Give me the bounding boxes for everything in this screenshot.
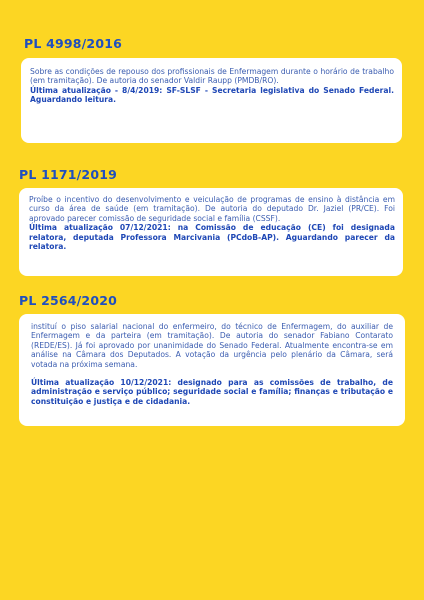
- bill-title-pl-4998-2016: PL 4998/2016: [24, 36, 123, 51]
- bill-card-pl-1171-2019: [19, 188, 403, 276]
- bill-last-update: Última atualização - 8/4/2019: SF-SLSF - Secretaria legislativa do Senado Federal. Aguardando leitura.: [30, 85, 394, 105]
- bill-description: Proíbe o incentivo do desenvolvimento e veiculação de programas de ensino à distância em curso da área de saúde (em tramitação). De autoria do deputado Dr. Jaziel (PR/CE). Foi aprovado parecer comissão de seguridade social e família (CSSF).: [29, 195, 395, 223]
- bill-last-update: Última atualização 07/12/2021: na Comissão de educação (CE) foi designada relatora, deputada Professora Marcivania (PCdoB-AP). Aguardando parecer da relatora.: [29, 223, 395, 252]
- bill-card-pl-2564-2020: [19, 314, 405, 426]
- bill-title-pl-1171-2019: PL 1171/2019: [19, 167, 118, 182]
- bill-card-pl-4998-2016: [21, 58, 402, 143]
- bill-title-pl-2564-2020: PL 2564/2020: [19, 293, 118, 308]
- bill-last-update: Última atualização 10/12/2021: designado para as comissões de trabalho, de administração e serviço público; seguridade social e família; finanças e tributação e constituição e justiça e de cidadania.: [31, 378, 393, 406]
- bill-description: instituí o piso salarial nacional do enfermeiro, do técnico de Enfermagem, do auxiliar de Enfermagem e da parteira (em tramitação). De autoria do senador Fabiano Contarato (REDE/ES). Já foi aprovado por unanimidade do Senado Federal. Atualmente encontra-se em análise na Câmara dos Deputados. A votação da urgência pelo plenário da Câmara, será votada na próxima semana.: [31, 322, 393, 369]
- bill-description: Sobre as condições de repouso dos profissionais de Enfermagem durante o horário de trabalho (em tramitação). De autoria do senador Valdir Raupp (PMDB/RO).: [30, 67, 394, 86]
